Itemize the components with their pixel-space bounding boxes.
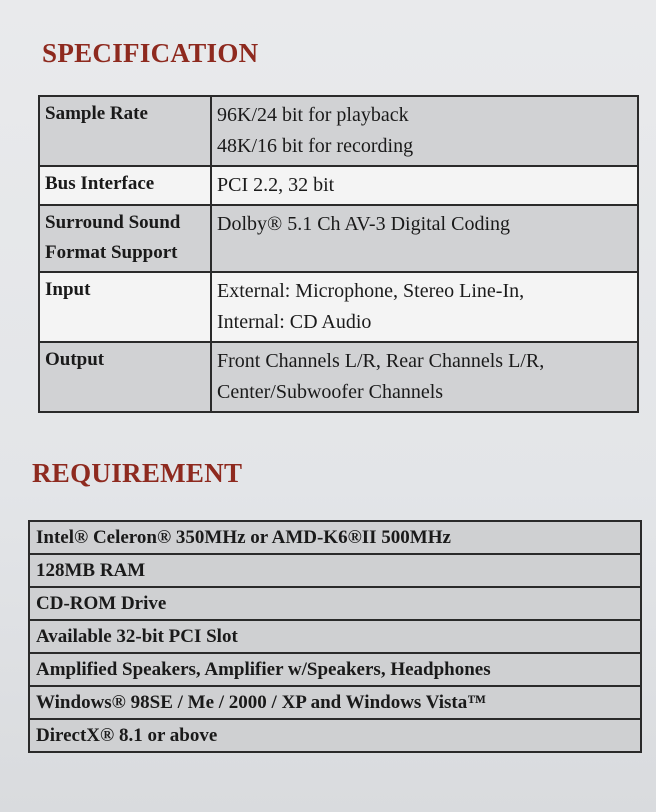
- requirement-item: Windows® 98SE / Me / 2000 / XP and Windows Vista™: [29, 686, 641, 719]
- requirement-item: Available 32-bit PCI Slot: [29, 620, 641, 653]
- requirement-heading: REQUIREMENT: [32, 458, 243, 488]
- specification-table: [38, 95, 639, 413]
- spec-value: [211, 166, 638, 205]
- table-row: [39, 205, 638, 272]
- spec-value: [211, 272, 638, 342]
- requirement-item: DirectX® 8.1 or above: [29, 719, 641, 752]
- spec-value-line: PCI 2.2, 32 bit: [217, 174, 335, 196]
- table-row: [29, 587, 641, 620]
- table-row: [29, 686, 641, 719]
- table-row: [29, 620, 641, 653]
- spec-value-line: 96K/24 bit for playback: [217, 104, 409, 126]
- requirement-table: [28, 520, 642, 753]
- spec-value-line: Center/Subwoofer Channels: [217, 381, 444, 403]
- requirement-item: CD-ROM Drive: [29, 587, 641, 620]
- table-row: [29, 554, 641, 587]
- requirement-item: Amplified Speakers, Amplifier w/Speakers, Headphones: [29, 653, 641, 686]
- spec-value-line: Front Channels L/R, Rear Channels L/R,: [217, 350, 545, 372]
- table-row: [39, 272, 638, 342]
- spec-label: Output: [39, 342, 211, 412]
- table-row: [39, 166, 638, 205]
- spec-value-line: Internal: CD Audio: [217, 311, 372, 333]
- spec-value-line: 48K/16 bit for recording: [217, 135, 414, 157]
- spec-value: [211, 96, 638, 166]
- table-row: [29, 521, 641, 554]
- specification-heading: SPECIFICATION: [42, 38, 259, 68]
- spec-value: [211, 205, 638, 272]
- spec-label: Input: [39, 272, 211, 342]
- spec-label: Surround Sound Format Support: [39, 205, 211, 272]
- spec-label: Bus Interface: [39, 166, 211, 205]
- table-row: [29, 653, 641, 686]
- spec-value: [211, 342, 638, 412]
- table-row: [29, 719, 641, 752]
- spec-value-line: External: Microphone, Stereo Line-In,: [217, 280, 525, 302]
- table-row: [39, 96, 638, 166]
- requirement-item: Intel® Celeron® 350MHz or AMD-K6®II 500MHz: [29, 521, 641, 554]
- spec-label: Sample Rate: [39, 96, 211, 166]
- table-row: [39, 342, 638, 412]
- requirement-item: 128MB RAM: [29, 554, 641, 587]
- spec-value-line: Dolby® 5.1 Ch AV-3 Digital Coding: [217, 213, 511, 235]
